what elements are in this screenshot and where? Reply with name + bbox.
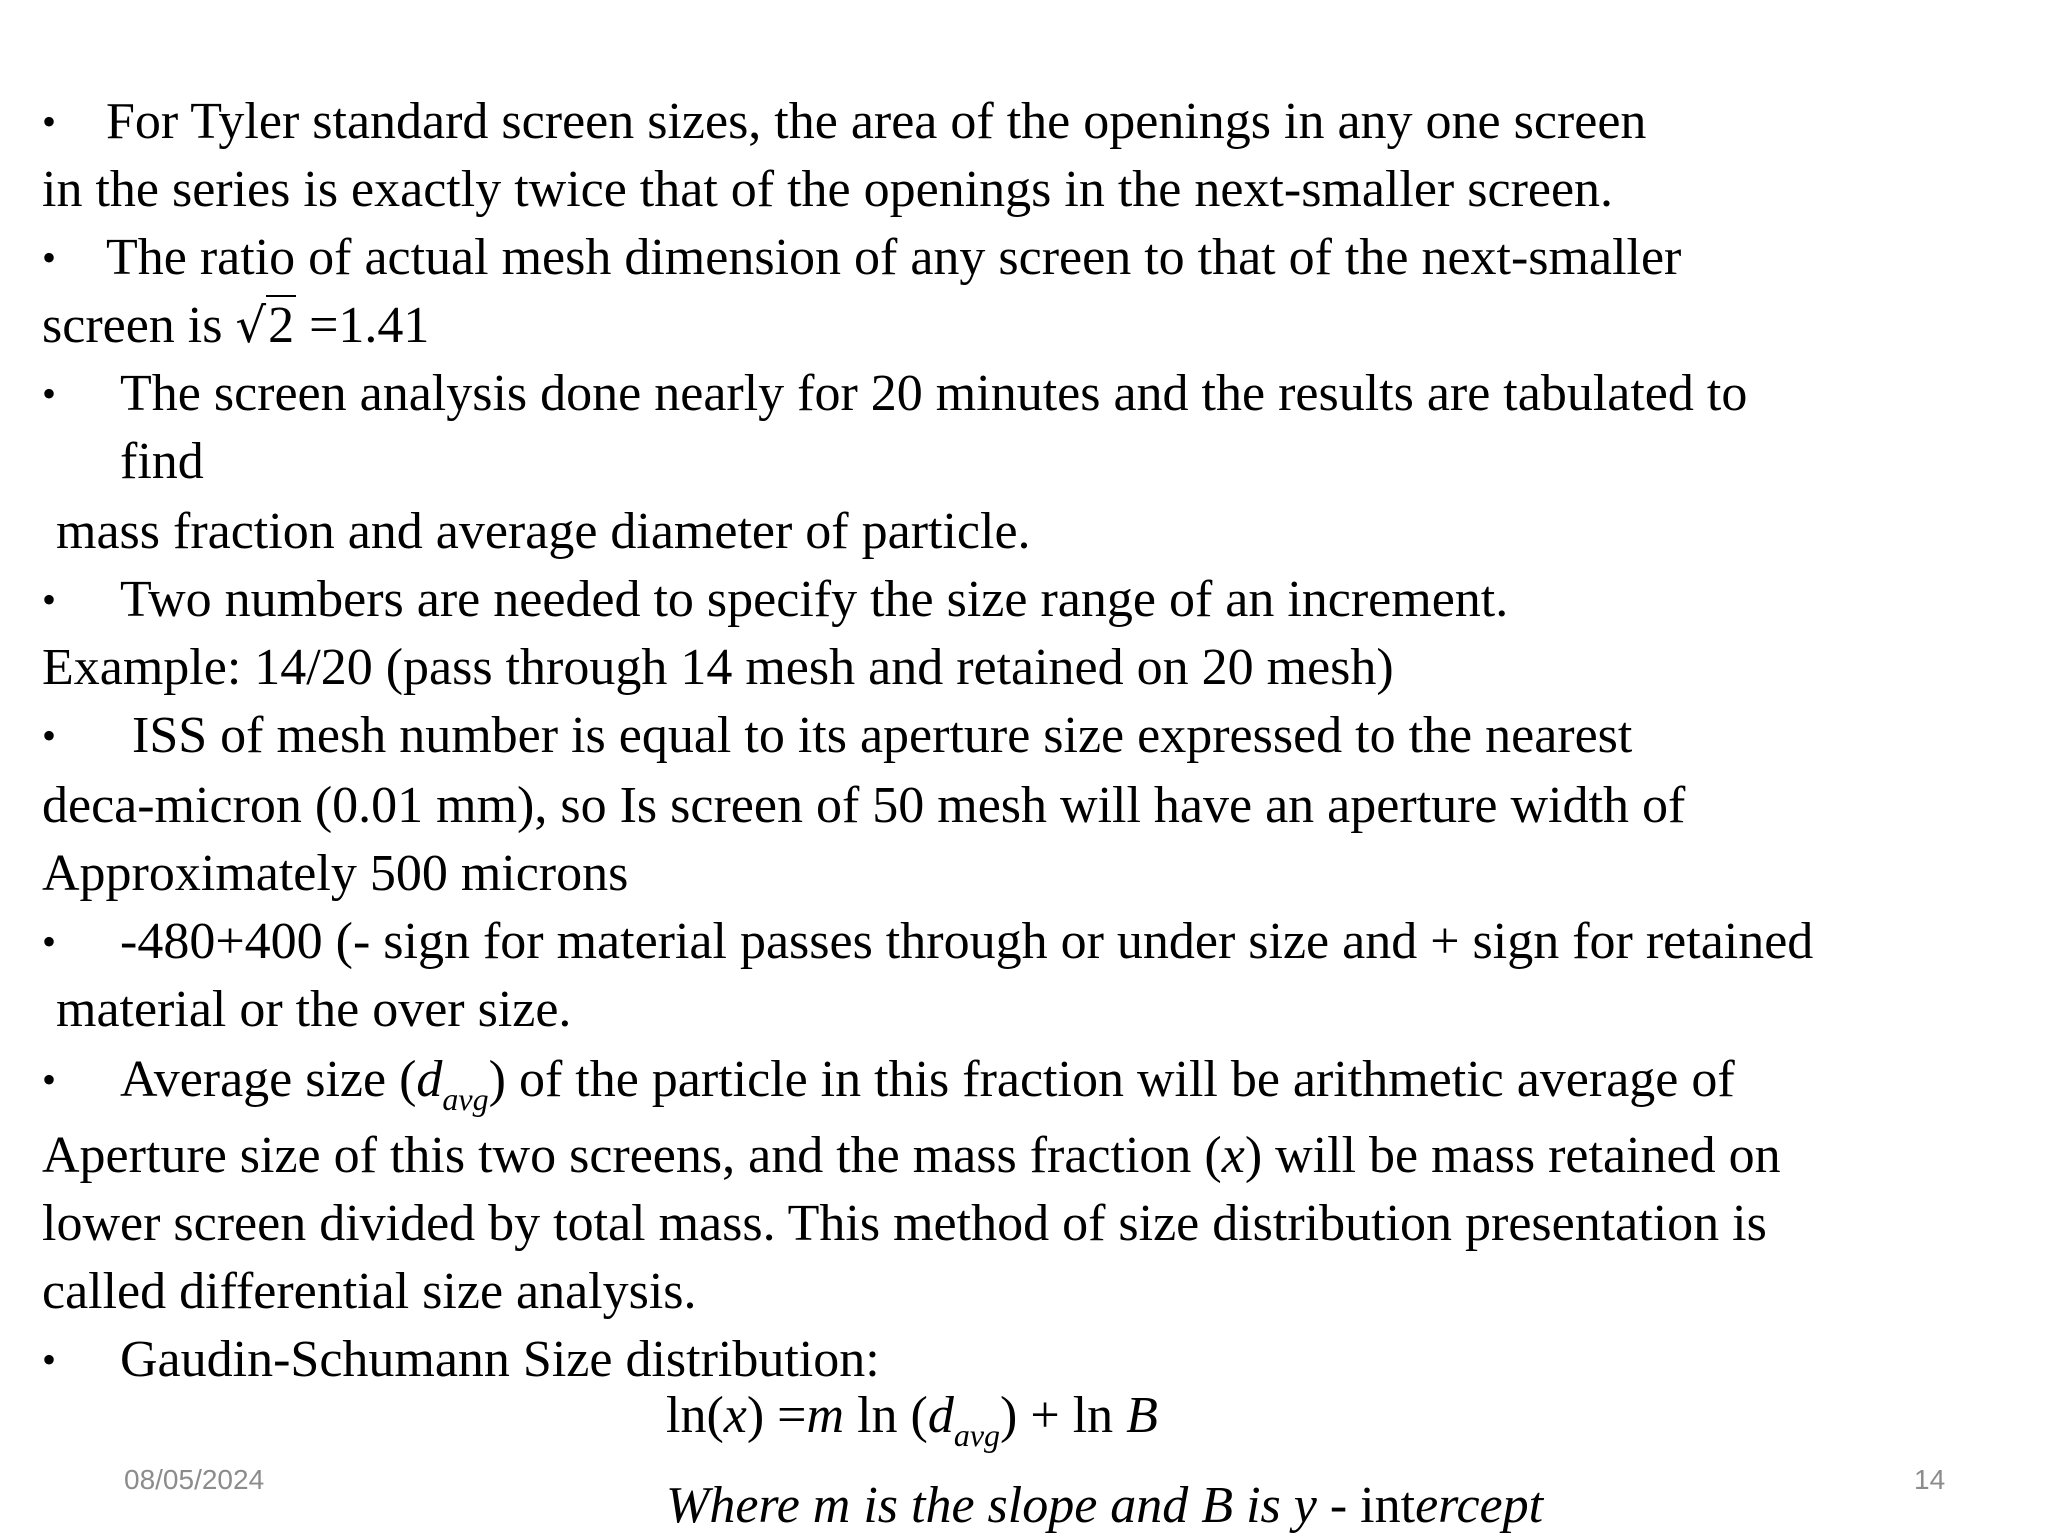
formula-d: d xyxy=(927,1387,954,1444)
formula-ercept: ercept xyxy=(1415,1477,1544,1534)
formula-avg-subscript: avg xyxy=(953,1417,1001,1453)
bullet-3: • xyxy=(42,371,57,416)
footer-page-number: 14 xyxy=(1914,1464,1946,1495)
p5-line-2: deca-micron (0.01 mm), so Is screen of 50 mesh will have an aperture width of xyxy=(42,777,1686,834)
gaudin-schumann-formula xyxy=(666,1386,1158,1451)
p2-value: =1.41 xyxy=(309,297,430,354)
p7-line-2 xyxy=(42,1126,1781,1186)
formula-ln1: ln( xyxy=(666,1387,724,1444)
p1-line-2: in the series is exactly twice that of the openings in the next-smaller screen. xyxy=(42,161,1614,218)
p2-line-1: The ratio of actual mesh dimension of any screen to that of the next-smaller xyxy=(106,229,1682,286)
formula-ln2: ln ( xyxy=(844,1387,928,1444)
p6-line-1: -480+400 (- sign for material passes through or under size and + sign for retained xyxy=(120,913,1814,970)
p7-line-4: called differential size analysis. xyxy=(42,1263,697,1320)
p7-l2-b: ) will be mass retained on xyxy=(1244,1127,1781,1184)
p2-line-2 xyxy=(42,296,429,356)
p7-line-1 xyxy=(120,1050,1735,1115)
p7-line-3: lower screen divided by total mass. This method of size distribution presentation is xyxy=(42,1195,1767,1252)
bullet-6: • xyxy=(42,919,57,964)
bullet-8: • xyxy=(42,1337,57,1382)
x-var: x xyxy=(1221,1127,1245,1184)
formula-where-text: Where m is the slope and B is y xyxy=(666,1477,1317,1534)
p3-line-1: The screen analysis done nearly for 20 minutes and the results are tabulated to xyxy=(120,365,1748,422)
bullet-5: • xyxy=(42,713,57,758)
p4-line-2: Example: 14/20 (pass through 14 mesh and retained on 20 mesh) xyxy=(42,639,1394,696)
bullet-1: • xyxy=(42,99,57,144)
formula-eq: ) = xyxy=(746,1387,807,1444)
p3-line-3: mass fraction and average diameter of particle. xyxy=(56,503,1031,560)
d-avg-subscript: avg xyxy=(442,1081,489,1117)
p2-prefix: screen is xyxy=(42,297,223,354)
p6-line-2: material or the over size. xyxy=(56,981,572,1038)
bullet-7: • xyxy=(42,1057,57,1102)
formula-x: x xyxy=(723,1387,747,1444)
p4-line-1: Two numbers are needed to specify the size range of an increment. xyxy=(120,571,1509,628)
formula-plus-ln: ) + ln xyxy=(1000,1387,1127,1444)
sqrt-radicand: 2 xyxy=(268,297,295,354)
formula-b: B xyxy=(1126,1387,1158,1444)
bullet-4: • xyxy=(42,577,57,622)
formula-explanation xyxy=(666,1476,1543,1536)
p5-line-3: Approximately 500 microns xyxy=(42,845,629,902)
formula-m: m xyxy=(806,1387,845,1444)
p3-line-2: find xyxy=(120,433,204,490)
bullet-2: • xyxy=(42,235,57,280)
p8-line-1: Gaudin-Schumann Size distribution: xyxy=(120,1331,880,1388)
p7-text-a: Average size ( xyxy=(120,1051,417,1108)
p7-text-b: ) of the particle in this fraction will be arithmetic average of xyxy=(488,1051,1735,1108)
p1-line-1: For Tyler standard screen sizes, the area of the openings in any one screen xyxy=(106,93,1647,150)
sqrt-symbol: √2 xyxy=(235,297,295,354)
p5-line-1: ISS of mesh number is equal to its aperture size expressed to the nearest xyxy=(132,707,1633,764)
footer-date: 08/05/2024 xyxy=(124,1464,265,1495)
p7-l2-a: Aperture size of this two screens, and the mass fraction ( xyxy=(42,1127,1222,1184)
d-avg-var: d xyxy=(416,1051,443,1108)
formula-int: int xyxy=(1360,1477,1416,1534)
formula-dash: - xyxy=(1316,1477,1361,1534)
